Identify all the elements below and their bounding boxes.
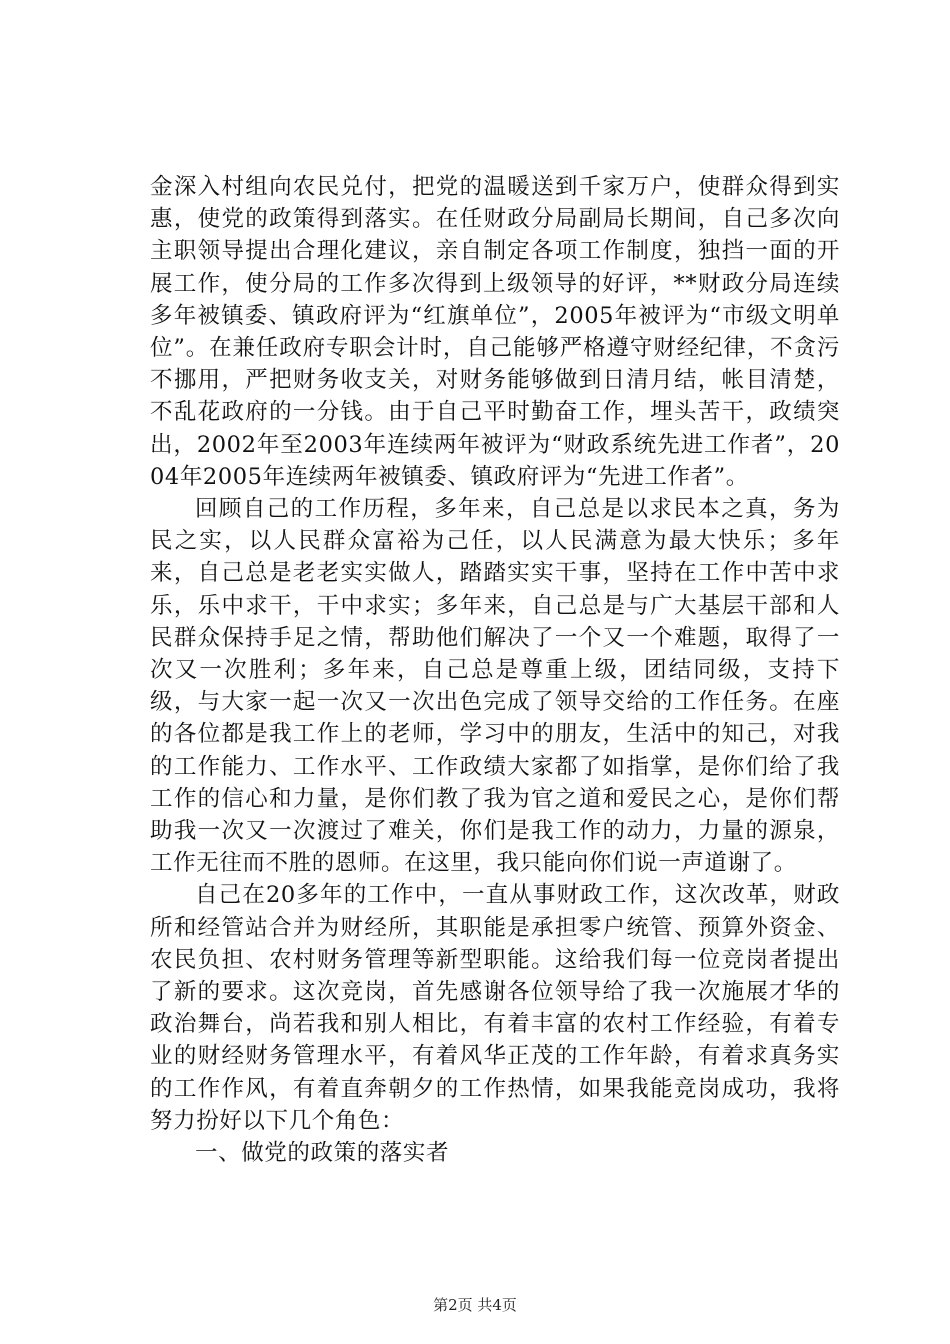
page-number-label: 第2页 共4页 bbox=[433, 1296, 517, 1314]
document-body bbox=[150, 171, 840, 1169]
paragraph-3: 自己在20多年的工作中，一直从事财政工作，这次改革，财政所和经管站合并为财经所，其职能是承担零户统管、预算外资金、农民负担、农村财务管理等新型职能。这给我们每一位竞岗者提出了新的要求。这次竞岗，首先感谢各位领导给了我一次施展才华的政治舞台，尚若我和别人相比，有着丰富的农村工作经验，有着专业的财经财务管理水平，有着风华正茂的工作年龄，有着求真务实的工作作风，有着直奔朝夕的工作热情，如果我能竞岗成功，我将努力扮好以下几个角色： bbox=[150, 882, 840, 1134]
section-heading: 一、做党的政策的落实者 bbox=[195, 1140, 450, 1167]
paragraph-1: 金深入村组向农民兑付，把党的温暖送到千家万户，使群众得到实惠，使党的政策得到落实。在任财政分局副局长期间，自己多次向主职领导提出合理化建议，亲自制定各项工作制度，独挡一面的开展工作，使分局的工作多次得到上级领导的好评，**财政分局连续多年被镇委、镇政府评为“红旗单位”，2005年被评为“市级文明单位”。在兼任政府专职会计时，自己能够严格遵守财经纪律，不贪污不挪用，严把财务收支关，对财务能够做到日清月结，帐目清楚，不乱花政府的一分钱。由于自己平时勤奋工作，埋头苦干，政绩突出，2002年至2003年连续两年被评为“财政系统先进工作者”，2004年2005年连续两年被镇委、镇政府评为“先进工作者”。 bbox=[150, 174, 840, 490]
paragraph-2: 回顾自己的工作历程，多年来，自己总是以求民本之真，务为民之实，以人民群众富裕为己任，以人民满意为最大快乐；多年来，自己总是老老实实做人，踏踏实实干事，坚持在工作中苦中求乐，乐中求干，干中求实；多年来，自己总是与广大基层干部和人民群众保持手足之情，帮助他们解决了一个又一个难题，取得了一次又一次胜利；多年来，自己总是尊重上级，团结同级，支持下级，与大家一起一次又一次出色完成了领导交给的工作任务。在座的各位都是我工作上的老师，学习中的朋友，生活中的知己，对我的工作能力、工作水平、工作政绩大家都了如指掌，是你们给了我工作的信心和力量，是你们教了我为官之道和爱民之心，是你们帮助我一次又一次渡过了难关，你们是我工作的动力，力量的源泉，工作无往而不胜的恩师。在这里，我只能向你们说一声道谢了。 bbox=[150, 496, 840, 877]
page-footer bbox=[0, 1295, 950, 1315]
